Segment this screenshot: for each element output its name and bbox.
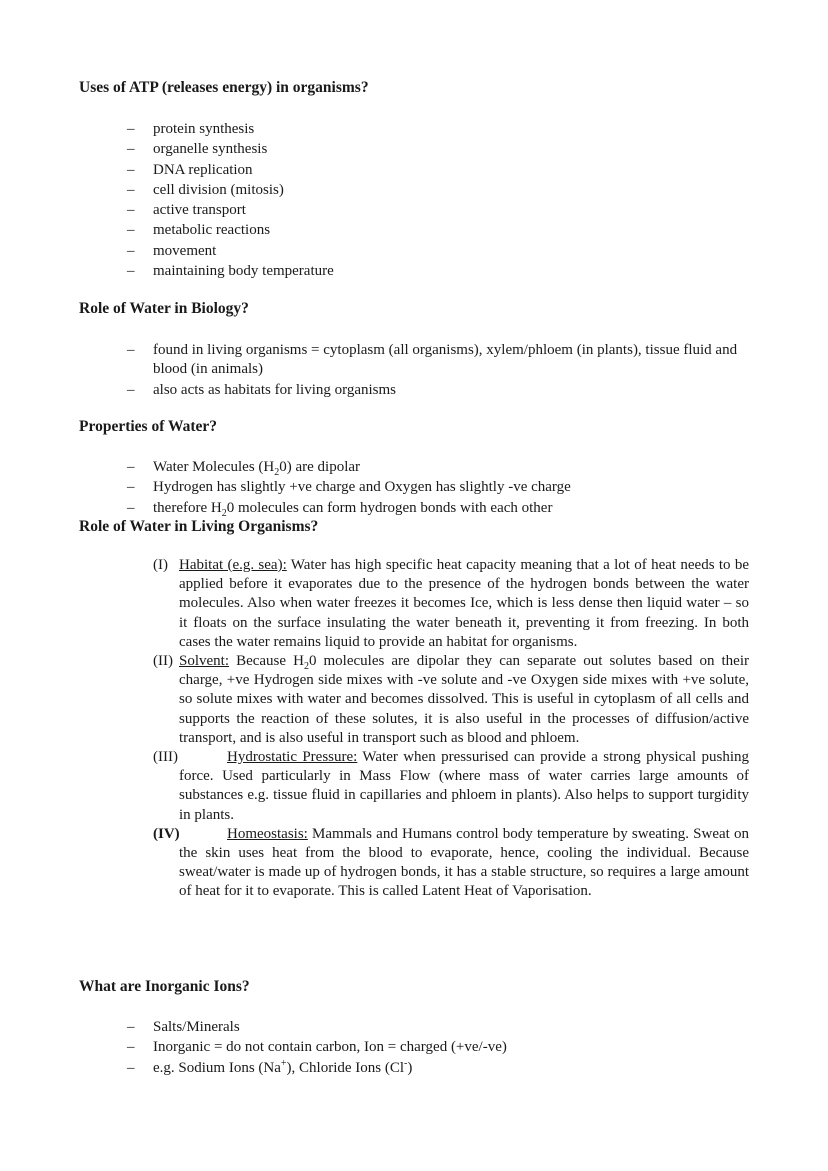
item-number: (II) bbox=[153, 653, 173, 670]
props-heading: Properties of Water? bbox=[79, 418, 218, 435]
list-item: – Water Molecules $(H_20)$ are dipolar bbox=[127, 457, 571, 477]
list-item: (I) Habitat (e.g. sea): Water has high specific heat capacity meaning that a lot of heat needs to be applied before it evaporates due to the presence of the hydrogen bonds between the water molecules. Also when water freezes it becomes Ice, which is less dense then liquid water – so it floats on the surface insulating the water beneath it, preventing it from freezing. In both cases the water remains liquid to provide an habitat for organisms. bbox=[153, 557, 749, 650]
item-title: Hydrostatic Pressure: bbox=[227, 749, 358, 766]
list-item: – metabolic reactions bbox=[127, 220, 334, 240]
props-list bbox=[127, 457, 571, 518]
list-item: – therefore $H_20$ molecules can form hydrogen bonds with each other bbox=[127, 498, 571, 518]
role-bio-heading: Role of Water in Biology? bbox=[79, 300, 249, 317]
list-item: – cell division (mitosis) bbox=[127, 180, 334, 200]
list-item: – Inorganic = do not contain carbon, Ion = charged (+ve/-ve) bbox=[127, 1037, 507, 1057]
atp-list bbox=[127, 119, 334, 281]
role-living-list bbox=[153, 556, 749, 902]
list-item: (II) Solvent: Because $H_20$ molecules are dipolar they can separate out solutes based on their charge, +ve Hydrogen side mixes with -ve solute and -ve Oxygen side mixes with +ve solute, so solute mixes with water and becomes dissolved. This is useful in cytoplasm of all cells and supports the reaction of these solutes, it is also useful in the processes of diffusion/active transport, and is also useful in transport such as blood and phloem. bbox=[153, 653, 749, 746]
atp-heading: Uses of ATP (releases energy) in organisms? bbox=[79, 79, 369, 96]
list-item: (III) Hydrostatic Pressure: Water when pressurised can provide a strong physical pushing force. Used particularly in Mass Flow (where mass of water carries large amounts of substances e.g. tissue fluid in capillaries and phloem in plants). Also helps to support turgidity in plants. bbox=[153, 749, 749, 823]
ions-heading: What are Inorganic Ions? bbox=[79, 978, 250, 995]
item-number: (I) bbox=[153, 557, 168, 573]
list-item: – also acts as habitats for living organisms bbox=[127, 381, 749, 400]
list-item: – DNA replication bbox=[127, 160, 334, 180]
list-item: – e.g. Sodium Ions (Na+), Chloride Ions (Cl-) bbox=[127, 1058, 507, 1078]
item-title: Homeostasis: bbox=[227, 825, 308, 842]
item-title: Habitat (e.g. sea): bbox=[179, 557, 287, 573]
role-living-heading: Role of Water in Living Organisms? bbox=[79, 518, 319, 535]
list-item: (IV) Homeostasis: Mammals and Humans control body temperature by sweating. Sweat on the skin uses heat from the blood to evaporate, hence, cooling the individual. Because sweat/water is made up of hydrogen bonds, it has a stable structure, so requires a large amount of heat for it to evaporate. This is called Latent Heat of Vaporisation. bbox=[153, 825, 749, 900]
list-item: – movement bbox=[127, 241, 334, 261]
item-number: (III) bbox=[153, 749, 178, 766]
list-item: – protein synthesis bbox=[127, 119, 334, 139]
ions-list bbox=[127, 1017, 507, 1078]
item-title: Solvent: bbox=[179, 653, 230, 670]
list-item: – found in living organisms = cytoplasm (all organisms), xylem/phloem (in plants), tissue fluid and blood (in animals) bbox=[127, 341, 749, 379]
item-number: (IV) bbox=[153, 825, 180, 842]
list-item: – maintaining body temperature bbox=[127, 261, 334, 281]
list-item: – Hydrogen has slightly +ve charge and Oxygen has slightly -ve charge bbox=[127, 477, 571, 497]
role-bio-list bbox=[127, 341, 749, 400]
list-item: – organelle synthesis bbox=[127, 139, 334, 159]
list-item: – active transport bbox=[127, 200, 334, 220]
list-item: – Salts/Minerals bbox=[127, 1017, 507, 1037]
